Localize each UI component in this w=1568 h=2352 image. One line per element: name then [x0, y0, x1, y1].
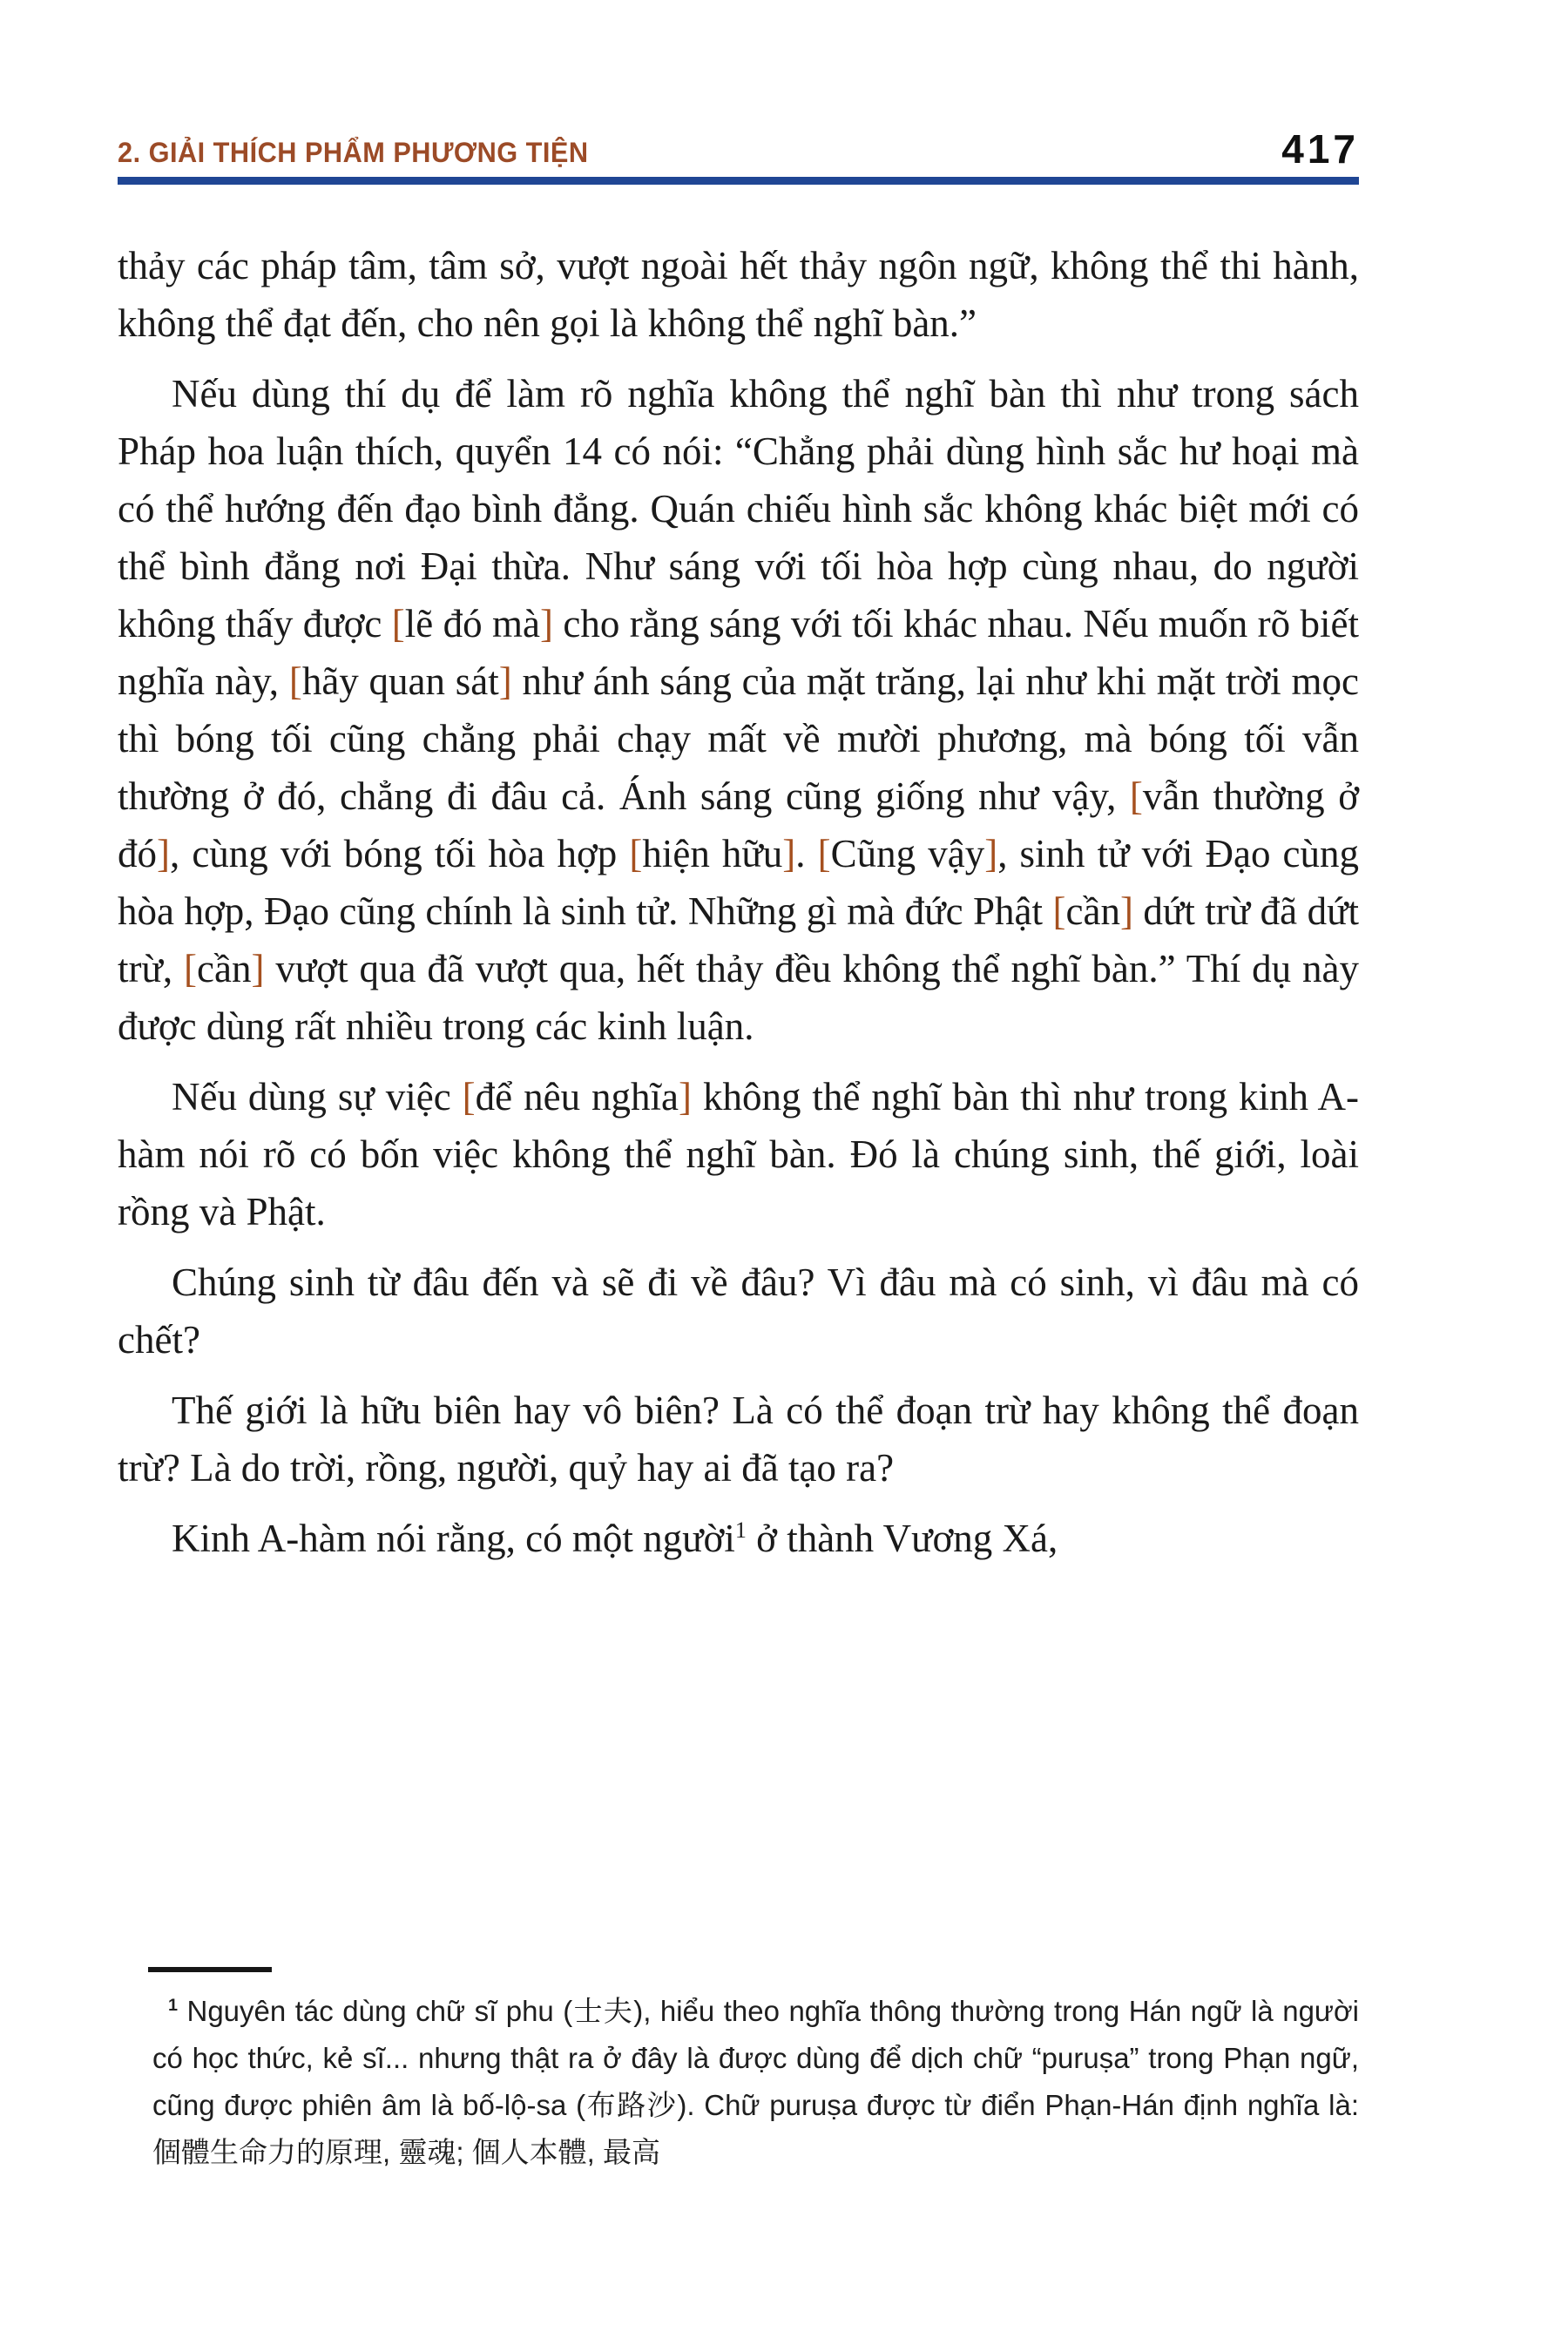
text-run: vượt qua đã vượt qua, hết thảy đều không thể nghĩ bàn.” Thí dụ này được dùng rất nhiều trong các kinh luận. — [118, 947, 1359, 1048]
bracket-annotation: ] — [679, 1075, 693, 1119]
body-paragraph — [118, 1254, 1359, 1369]
body-paragraph — [118, 365, 1359, 1055]
text-run: Chúng sinh từ đâu đến và sẽ đi về đâu? Vì đâu mà có sinh, vì đâu mà có chết? — [118, 1260, 1359, 1362]
text-run: . — [795, 832, 818, 875]
text-run: Nếu dùng sự việc — [172, 1075, 463, 1119]
bracket-annotation: [ — [184, 947, 198, 990]
text-run: cần — [1065, 889, 1120, 933]
text-run: thảy các pháp tâm, tâm sở, vượt ngoài hết thảy ngôn ngữ, không thể thi hành, không thể đạt đến, cho nên gọi là không thể nghĩ bàn.” — [118, 244, 1359, 345]
bracket-annotation: [ — [462, 1075, 476, 1119]
text-run: cần — [197, 947, 252, 990]
text-run: cho rằng sáng với tối khác nhau. Nếu muốn rõ biết nghĩa này, — [118, 602, 1360, 703]
bracket-annotation: [ — [391, 602, 405, 645]
text-run: Cũng vậy — [830, 832, 985, 875]
footnote-paragraph — [152, 1988, 1359, 2176]
text-run: ở thành Vương Xá, — [746, 1517, 1058, 1560]
bracket-annotation: ] — [498, 659, 512, 703]
bracket-annotation: ] — [1119, 889, 1133, 933]
bracket-annotation: ] — [984, 832, 998, 875]
text-run: Nếu dùng thí dụ để làm rõ nghĩa không thể nghĩ bàn thì như trong sách Pháp hoa luận thích, quyển 14 có nói: “Chẳng phải dùng hình sắc hư hoại mà có thể hướng đến đạo bình đẳng. Quán chiếu hình sắc không khác biệt mới có thể bình đẳng nơi Đại thừa. Như sáng với tối hòa hợp cùng nhau, do người không thấy được — [118, 372, 1359, 645]
footnote-block — [152, 1988, 1359, 2176]
text-run: , cùng với bóng tối hòa hợp — [170, 832, 630, 875]
page-number: 417 — [1281, 126, 1359, 172]
bracket-annotation: ] — [157, 832, 170, 875]
footnote-ref: 1 — [734, 1517, 747, 1543]
text-run: Nguyên tác dùng chữ sĩ phu (士夫), hiểu theo nghĩa thông thường trong Hán ngữ là người có học thức, kẻ sĩ... nhưng thật ra ở đây là được dùng để dịch chữ “puruṣa” trong Phạn ngữ, cũng được phiên âm là bố-lộ-sa (布路沙). Chữ puruṣa được từ điển Phạn-Hán định nghĩa là: 個體生命力的原理, 靈魂; 個人本體, 最高 — [152, 1995, 1359, 2168]
body-paragraph — [118, 237, 1359, 352]
footnote-separator — [148, 1967, 272, 1972]
bracket-annotation: [ — [288, 659, 302, 703]
section-title: 2. GIẢI THÍCH PHẨM PHƯƠNG TIỆN — [118, 137, 589, 168]
text-run: lẽ đó mà — [404, 602, 540, 645]
footnote-ref: 1 — [168, 1996, 179, 2015]
text-run: , sinh tử với Đạo cùng hòa hợp, Đạo cũng chính là sinh tử. Những gì mà đức Phật — [118, 832, 1359, 933]
bracket-annotation: [ — [1129, 774, 1143, 818]
running-header — [118, 126, 1359, 172]
header-rule-divider — [118, 177, 1359, 185]
text-run: Thế giới là hữu biên hay vô biên? Là có thể đoạn trừ hay không thể đoạn trừ? Là do trời, rồng, người, quỷ hay ai đã tạo ra? — [118, 1389, 1359, 1490]
text-run: Kinh A-hàm nói rằng, có một người — [172, 1517, 735, 1560]
body-paragraph — [118, 1382, 1359, 1497]
bracket-annotation: ] — [540, 602, 553, 645]
bracket-annotation: [ — [629, 832, 643, 875]
text-run: để nêu nghĩa — [475, 1075, 679, 1119]
text-run: dứt trừ đã dứt trừ, — [118, 889, 1359, 990]
bracket-annotation: [ — [817, 832, 831, 875]
text-run: hãy quan sát — [301, 659, 499, 703]
text-run: không thể nghĩ bàn thì như trong kinh A-hàm nói rõ có bốn việc không thể nghĩ bàn. Đó là chúng sinh, thế giới, loài rồng và Phật. — [118, 1075, 1359, 1233]
bracket-annotation: ] — [251, 947, 265, 990]
body-text-block — [118, 237, 1359, 1580]
bracket-annotation: ] — [782, 832, 796, 875]
text-run: hiện hữu — [642, 832, 783, 875]
text-run: như ánh sáng của mặt trăng, lại như khi mặt trời mọc thì bóng tối cũng chẳng phải chạy mất về mười phương, mà bóng tối vẫn thường ở đó, chẳng đi đâu cả. Ánh sáng cũng giống như vậy, — [118, 659, 1360, 818]
body-paragraph — [118, 1510, 1359, 1567]
text-run: vẫn thường ở đó — [118, 774, 1359, 875]
bracket-annotation: [ — [1052, 889, 1066, 933]
body-paragraph — [118, 1068, 1359, 1240]
